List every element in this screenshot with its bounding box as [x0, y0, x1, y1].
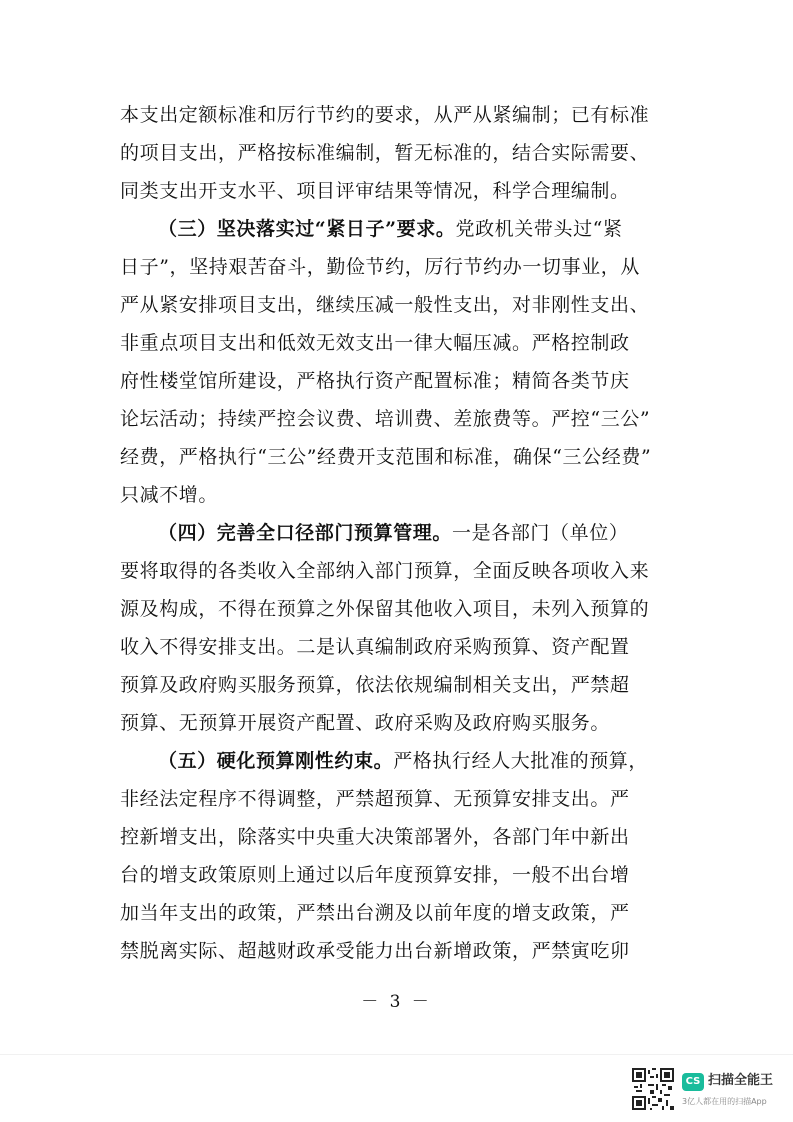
- text-line-13: 要将取得的各类收入全部纳入部门预算，全面反映各项收入来: [120, 560, 650, 582]
- text-line-22: 加当年支出的政策，严禁出台溯及以前年度的增支政策，严: [120, 902, 630, 924]
- footer-divider: [0, 1054, 793, 1055]
- page-number: － 3 －: [361, 992, 432, 1012]
- text-line-15: 收入不得安排支出。二是认真编制政府采购预算、资产配置: [120, 636, 630, 658]
- scanner-app-tagline: 3亿人都在用的扫描App: [682, 1097, 767, 1106]
- text-line-6: 严从紧安排项目支出，继续压减一般性支出，对非刚性支出、: [120, 294, 650, 316]
- text-line-2: 的项目支出，严格按标准编制，暂无标准的，结合实际需要、: [120, 142, 650, 164]
- text-line-19: 非经法定程序不得调整，严禁超预算、无预算安排支出。严: [120, 788, 630, 810]
- scanner-watermark: [632, 1068, 784, 1114]
- body-text: [120, 96, 680, 970]
- section-heading-three: （三）坚决落实过“紧日子”要求。: [158, 218, 456, 240]
- text-line-14: 源及构成，不得在预算之外保留其他收入项目，未列入预算的: [120, 598, 650, 620]
- text-line-3: 同类支出开支水平、项目评审结果等情况，科学合理编制。: [120, 180, 630, 202]
- paragraph-four-start: （四）完善全口径部门预算管理。一是各部门（单位）: [158, 522, 629, 544]
- text-line-5: 日子”，坚持艰苦奋斗，勤俭节约，厉行节约办一切事业，从: [120, 256, 640, 278]
- section-heading-five: （五）硬化预算刚性约束。: [158, 750, 394, 772]
- text-line-23: 禁脱离实际、超越财政承受能力出台新增政策，严禁寅吃卯: [120, 940, 630, 962]
- section-heading-four: （四）完善全口径部门预算管理。: [158, 522, 453, 544]
- text-line-7: 非重点项目支出和低效无效支出一律大幅压减。严格控制政: [120, 332, 630, 354]
- paragraph-three-start: （三）坚决落实过“紧日子”要求。党政机关带头过“紧: [158, 218, 623, 240]
- text-line-9: 论坛活动；持续严控会议费、培训费、差旅费等。严控“三公”: [120, 408, 651, 430]
- text-line-10: 经费，严格执行“三公”经费开支范围和标准，确保“三公经费”: [120, 446, 652, 468]
- paragraph-five-start: （五）硬化预算刚性约束。严格执行经人大批准的预算，: [158, 750, 649, 772]
- scanner-app-name: 扫描全能王: [708, 1073, 774, 1088]
- text-line-17: 预算、无预算开展资产配置、政府采购及政府购买服务。: [120, 712, 611, 734]
- text-line-1: 本支出定额标准和厉行节约的要求，从严从紧编制；已有标准: [120, 104, 650, 126]
- cs-logo-icon: CS: [682, 1073, 704, 1091]
- text-line-20: 控新增支出，除落实中央重大决策部署外，各部门年中新出: [120, 826, 630, 848]
- text-line-21: 台的增支政策原则上通过以后年度预算安排，一般不出台增: [120, 864, 630, 886]
- text-line-16: 预算及政府购买服务预算，依法依规编制相关支出，严禁超: [120, 674, 630, 696]
- text-line-8: 府性楼堂馆所建设，严格执行资产配置标准；精简各类节庆: [120, 370, 630, 392]
- qr-code-icon: [632, 1068, 674, 1110]
- text-line-11: 只减不增。: [120, 484, 219, 506]
